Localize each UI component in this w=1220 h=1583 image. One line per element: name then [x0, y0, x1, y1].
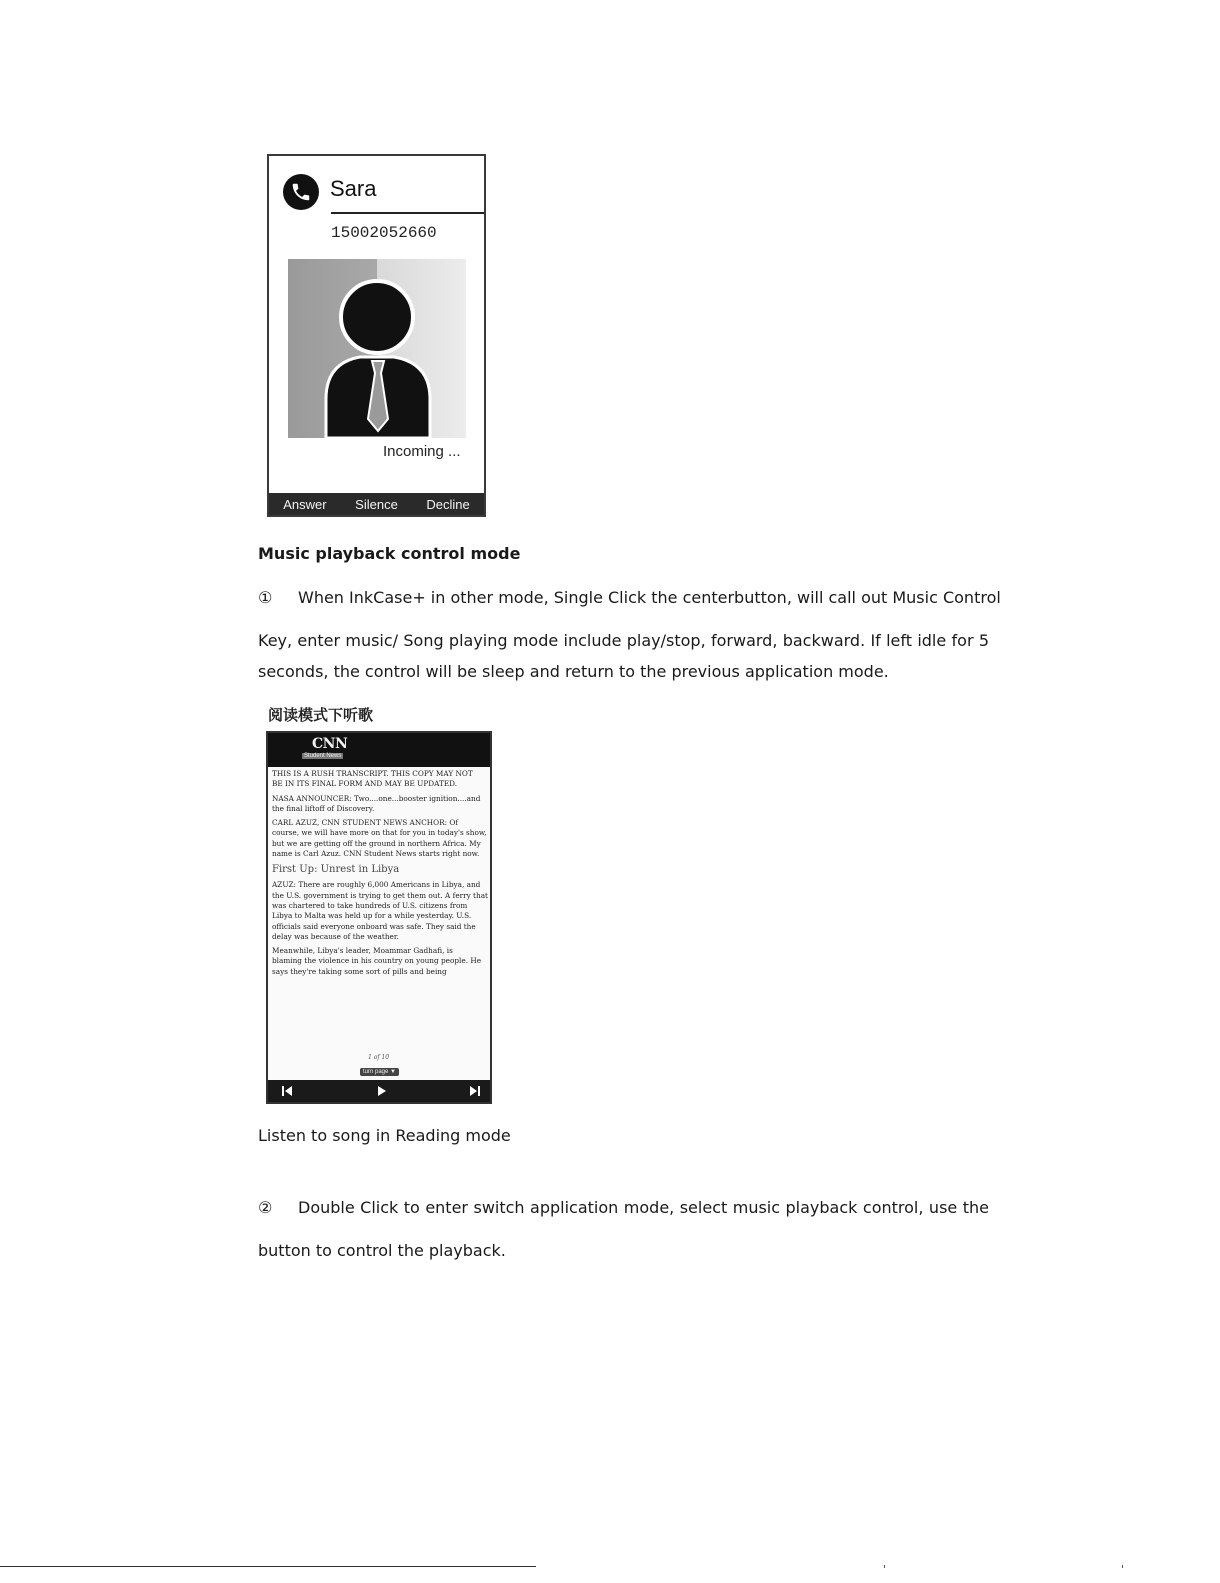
incoming-call-screenshot: [267, 154, 486, 517]
footer-rule: [0, 1566, 536, 1567]
cnn-logo-subtitle: Student News: [304, 753, 342, 759]
article-text: [272, 769, 492, 981]
contact-photo: [288, 259, 466, 438]
page-indicator: 1 of 10: [368, 1054, 390, 1061]
decline-button[interactable]: Decline: [426, 496, 470, 512]
step-marker: ②: [258, 1198, 273, 1217]
paragraph-text: When InkCase+ in other mode, Single Click the centerbutton, will call out Music Control: [298, 588, 1001, 607]
silence-button[interactable]: Silence: [355, 496, 398, 512]
article-paragraph: CARL AZUZ, CNN STUDENT NEWS ANCHOR: Of course, we will have more on that for you in today's show, but we are getting off the ground in northern Africa. My name is Carl Azuz. CNN Student News starts right now.: [272, 818, 487, 859]
turn-page-button[interactable]: turn page ▼: [360, 1068, 399, 1076]
next-track-icon[interactable]: [468, 1084, 482, 1098]
previous-track-icon[interactable]: [280, 1084, 294, 1098]
article-paragraph: NASA ANNOUNCER: Two....one...booster ignition....and the final liftoff of Discovery.: [272, 793, 481, 813]
cnn-logo: CNN: [312, 736, 348, 752]
step-marker: ①: [258, 588, 273, 607]
reader-header: [268, 733, 490, 767]
paragraph-text: Double Click to enter switch application mode, select music playback control, use the: [298, 1198, 989, 1217]
reading-mode-caption: Listen to song in Reading mode: [258, 1126, 511, 1145]
article-subhead: First Up: Unrest in Libya: [272, 864, 400, 876]
arrow-down-icon: ▼: [390, 1069, 396, 1075]
article-paragraph: Meanwhile, Libya's leader, Moammar Gadhafi, is blaming the violence in his country on young people. He says they're taking some sort of pills and being: [272, 946, 482, 976]
phone-icon: [283, 174, 319, 210]
answer-button[interactable]: Answer: [283, 496, 327, 512]
section-heading: Music playback control mode: [258, 544, 521, 563]
reading-mode-caption-zh: 阅读模式下听歌: [268, 707, 374, 724]
article-paragraph: THIS IS A RUSH TRANSCRIPT. THIS COPY MAY NOT BE IN ITS FINAL FORM AND MAY BE UPDATED.: [272, 769, 473, 789]
call-status: Incoming ...: [383, 443, 461, 460]
play-icon[interactable]: [374, 1084, 388, 1098]
footer-mark: [884, 1565, 885, 1568]
person-avatar-icon: [288, 259, 466, 438]
footer-mark: [1122, 1565, 1123, 1568]
step1-line-3: seconds, the control will be sleep and return to the previous application mode.: [258, 662, 889, 681]
step2-line-1: [258, 1198, 989, 1217]
softkey-bar: [269, 493, 484, 515]
step1-line-1: [258, 588, 1001, 607]
music-control-bar: [268, 1080, 490, 1102]
divider: [331, 212, 486, 214]
caller-name: Sara: [330, 176, 377, 201]
step1-line-2: Key, enter music/ Song playing mode include play/stop, forward, backward. If left idle for 5: [258, 631, 989, 650]
step2-line-2: button to control the playback.: [258, 1241, 506, 1260]
caller-number: 15002052660: [331, 224, 437, 242]
article-paragraph: AZUZ: There are roughly 6,000 Americans in Libya, and the U.S. government is trying to get them out. A ferry that was chartered to take hundreds of U.S. citizens from Libya to Malta was held up for a while yesterday. U.S. officials said everyone onboard was safe. They said the delay was because of the weather.: [272, 880, 488, 941]
reading-mode-screenshot: [266, 731, 492, 1104]
